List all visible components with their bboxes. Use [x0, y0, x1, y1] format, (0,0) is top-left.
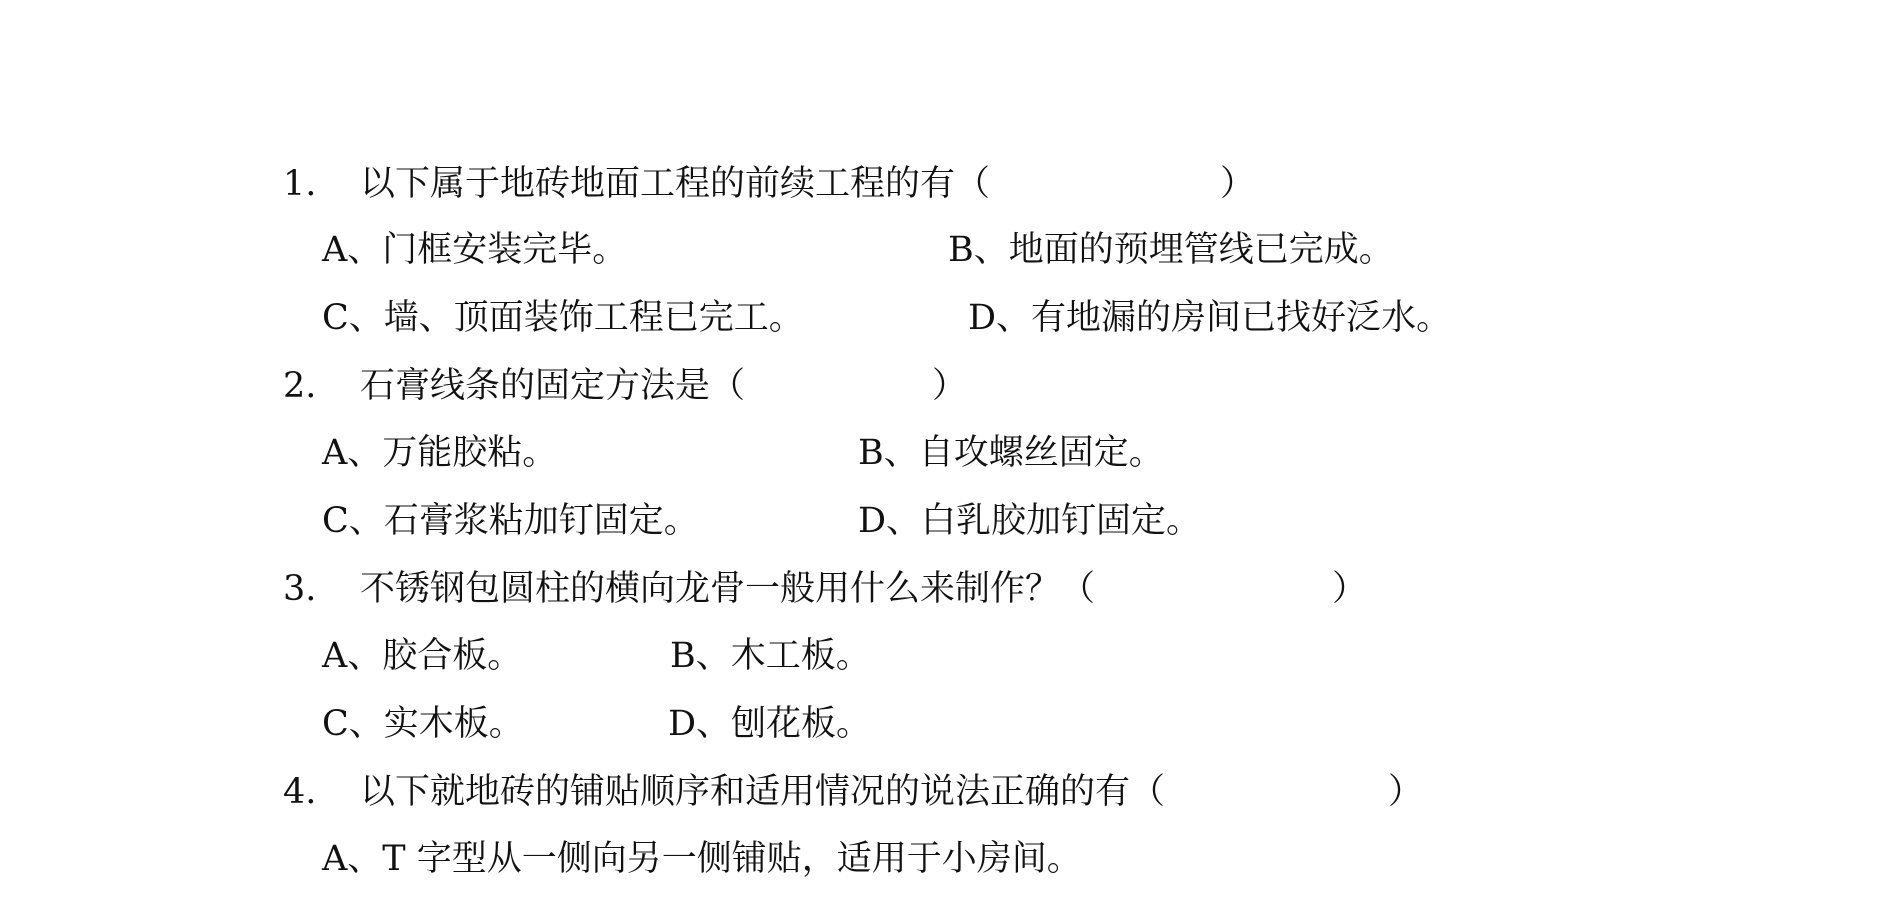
question-1-option-a: A、门框安装完毕。: [322, 230, 628, 270]
question-4-option-a: A、T 字型从一侧向另一侧铺贴，适用于小房间。: [322, 839, 1082, 879]
question-3-close-bracket: ）: [1332, 569, 1368, 609]
question-1-number: 1.: [283, 164, 317, 204]
question-2-number: 2.: [283, 366, 317, 406]
question-4-number: 4.: [283, 772, 317, 812]
question-3-option-b: B、木工板。: [670, 636, 871, 676]
question-3-option-a: A、胶合板。: [322, 636, 523, 676]
question-1-option-c: C、墙、顶面装饰工程已完工。: [322, 298, 804, 338]
question-3-option-d: D、刨花板。: [668, 704, 872, 744]
question-2-option-d: D、白乳胶加钉固定。: [858, 501, 1202, 541]
question-1-option-d: D、有地漏的房间已找好泛水。: [968, 298, 1452, 338]
question-3-option-c: C、实木板。: [322, 704, 524, 744]
question-1-text: 以下属于地砖地面工程的前续工程的有（: [360, 164, 991, 204]
question-1-close-bracket: ）: [1220, 164, 1256, 204]
question-4-text: 以下就地砖的铺贴顺序和适用情况的说法正确的有（: [360, 772, 1166, 812]
question-2-option-b: B、自攻螺丝固定。: [858, 433, 1164, 473]
question-2-close-bracket: ）: [932, 366, 968, 406]
question-2-option-c: C、石膏浆粘加钉固定。: [322, 501, 699, 541]
question-1-option-b: B、地面的预埋管线已完成。: [948, 230, 1394, 270]
question-4-close-bracket: ）: [1388, 772, 1424, 812]
question-2-text: 石膏线条的固定方法是（: [360, 366, 746, 406]
question-3-number: 3.: [283, 569, 317, 609]
question-2-option-a: A、万能胶粘。: [322, 433, 558, 473]
question-3-text: 不锈钢包圆柱的横向龙骨一般用什么来制作？（: [360, 569, 1096, 609]
